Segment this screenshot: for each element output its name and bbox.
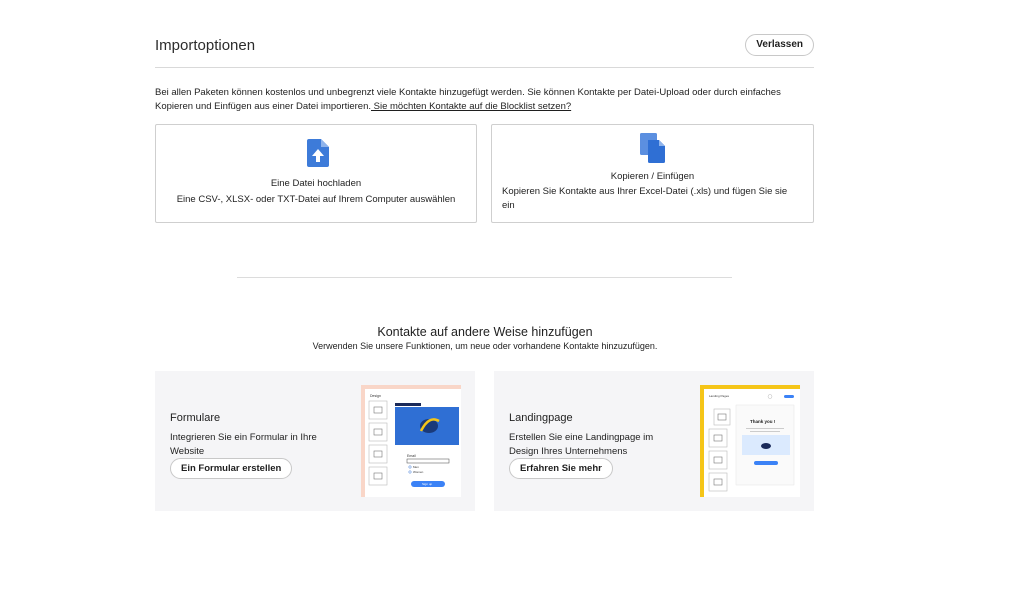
section-divider bbox=[237, 277, 732, 278]
forms-title: Formulare bbox=[170, 412, 221, 424]
landing-preview-image bbox=[700, 385, 800, 497]
upload-file-option[interactable] bbox=[155, 124, 477, 223]
paste-option-title: Kopieren / Einfügen bbox=[610, 171, 695, 182]
learn-more-button[interactable]: Erfahren Sie mehr bbox=[509, 458, 613, 479]
preview-email-label: Email bbox=[407, 454, 416, 458]
copy-paste-option[interactable] bbox=[491, 124, 814, 223]
preview-thank-you: Thank you ! bbox=[750, 419, 776, 424]
upload-option-title: Eine Datei hochladen bbox=[270, 178, 362, 189]
create-form-button[interactable]: Ein Formular erstellen bbox=[170, 458, 292, 479]
forms-feature-card bbox=[155, 371, 475, 511]
preview-landing-label: Landing Pages bbox=[709, 394, 730, 398]
page-title: Importoptionen bbox=[155, 37, 256, 54]
upload-option-description: Eine CSV-, XLSX- oder TXT-Datei auf Ihrem Computer auswählen bbox=[176, 194, 456, 205]
intro-text bbox=[155, 86, 815, 114]
copy-documents-icon bbox=[640, 133, 666, 168]
preview-option-women: Women bbox=[413, 470, 424, 474]
page-header bbox=[155, 30, 814, 68]
file-upload-icon bbox=[307, 139, 329, 172]
blocklist-link[interactable]: Sie möchten Kontakte auf die Blocklist setzen? bbox=[371, 101, 572, 112]
leave-button[interactable]: Verlassen bbox=[745, 34, 814, 56]
landing-title: Landingpage bbox=[509, 412, 573, 424]
intro-description: Bei allen Paketen können kostenlos und unbegrenzt viele Kontakte hinzugefügt werden. Sie können Kontakte per Datei-Upload oder durch einfaches Kopieren und Einfügen aus einer Datei importieren. bbox=[155, 87, 781, 112]
forms-description: Integrieren Sie ein Formular in Ihre Website bbox=[170, 432, 317, 457]
landing-page-feature-card bbox=[494, 371, 814, 511]
preview-signup-label: Sign up bbox=[422, 482, 433, 486]
other-ways-subtitle: Verwenden Sie unsere Funktionen, um neue oder vorhandene Kontakte hinzuzufügen. bbox=[312, 341, 658, 351]
other-ways-title: Kontakte auf andere Weise hinzufügen bbox=[377, 325, 593, 339]
landing-description: Erstellen Sie eine Landingpage im Design Ihres Unternehmens bbox=[509, 432, 654, 457]
forms-preview-image bbox=[361, 385, 461, 497]
preview-design-label: Design bbox=[370, 394, 381, 398]
preview-option-men: Men bbox=[413, 465, 419, 469]
paste-option-description: Kopieren Sie Kontakte aus Ihrer Excel-Datei (.xls) und fügen Sie sie ein bbox=[502, 186, 788, 211]
